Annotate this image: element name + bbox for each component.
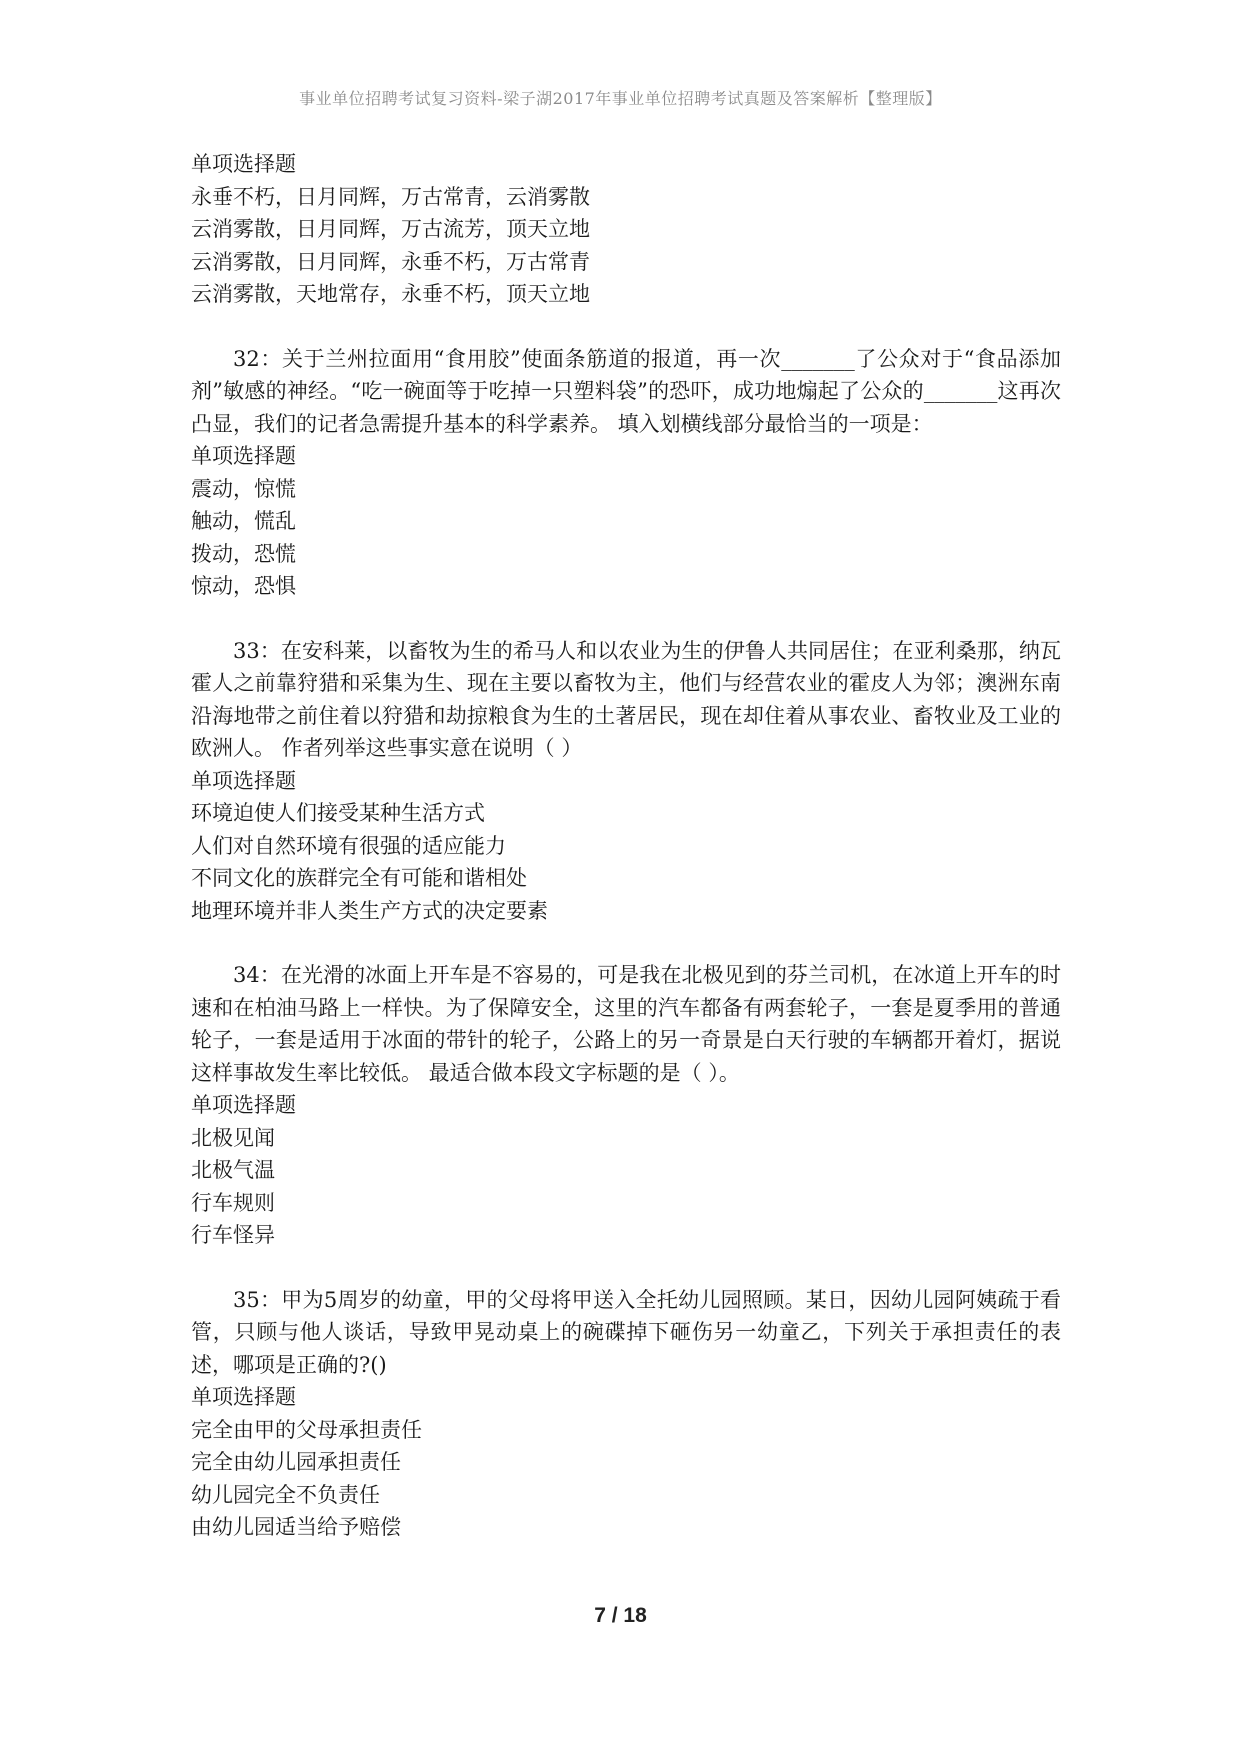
- question-35: [191, 1284, 1061, 1544]
- option: 云消雾散，日月同辉，永垂不朽，万古常青: [191, 249, 590, 274]
- option: 云消雾散，日月同辉，万古流芳，顶天立地: [191, 217, 590, 241]
- option: 完全由甲的父母承担责任: [191, 1417, 422, 1442]
- option: 完全由幼儿园承担责任: [191, 1450, 401, 1474]
- question-text: 33：在安科莱，以畜牧为生的希马人和以农业为生的伊鲁人共同居住；在亚利桑那，纳瓦霍人之前靠狩猎和采集为生、现在主要以畜牧为主，他们与经营农业的霍皮人为邻；澳洲东南沿海地带之前住着以狩猎和劫掠粮食为生的土著居民，现在却住着从事农业、畜牧业及工业的欧洲人。 作者列举这些事实意在说明（ ）: [191, 638, 1061, 760]
- option: 震动，惊慌: [191, 476, 296, 501]
- page-content: [191, 148, 1061, 1544]
- question-text: 35：甲为5周岁的幼童，甲的父母将甲送入全托幼儿园照顾。某日，因幼儿园阿姨疏于看管，只顾与他人谈话，导致甲晃动桌上的碗碟掉下砸伤另一幼童乙，下列关于承担责任的表述，哪项是正确的?(): [191, 1287, 1061, 1377]
- option: 触动，慌乱: [191, 509, 296, 533]
- question-31-tail: [191, 148, 1061, 311]
- option: 拨动，恐慌: [191, 541, 296, 566]
- question-type: 单项选择题: [191, 1093, 296, 1117]
- option: 惊动，恐惧: [191, 574, 296, 598]
- option: 行车规则: [191, 1190, 275, 1215]
- option: 幼儿园完全不负责任: [191, 1482, 380, 1507]
- question-type: 单项选择题: [191, 1385, 296, 1409]
- option: 行车怪异: [191, 1223, 275, 1247]
- question-text: 32：关于兰州拉面用“食用胶”使面条筋道的报道，再一次_______了公众对于“食品添加剂”敏感的神经。“吃一碗面等于吃掉一只塑料袋”的恐吓，成功地煽起了公众的_______这再次凸显，我们的记者急需提升基本的科学素养。 填入划横线部分最恰当的一项是：: [191, 346, 1061, 436]
- question-34: [191, 959, 1061, 1252]
- question-type: 单项选择题: [191, 152, 296, 176]
- question-type: 单项选择题: [191, 768, 296, 793]
- option: 永垂不朽，日月同辉，万古常青，云消雾散: [191, 184, 590, 209]
- option: 人们对自然环境有很强的适应能力: [191, 833, 506, 858]
- option: 地理环境并非人类生产方式的决定要素: [191, 898, 548, 923]
- option: 由幼儿园适当给予赔偿: [191, 1515, 401, 1539]
- question-33: [191, 635, 1061, 928]
- page-number: 7 / 18: [594, 1604, 647, 1627]
- question-32: [191, 343, 1061, 603]
- option: 北极气温: [191, 1158, 275, 1182]
- option: 北极见闻: [191, 1125, 275, 1150]
- option: 不同文化的族群完全有可能和谐相处: [191, 866, 527, 890]
- page-header: 事业单位招聘考试复习资料-梁子湖2017年事业单位招聘考试真题及答案解析【整理版】: [299, 89, 942, 108]
- question-type: 单项选择题: [191, 444, 296, 468]
- question-text: 34：在光滑的冰面上开车是不容易的，可是我在北极见到的芬兰司机，在冰道上开车的时速和在柏油马路上一样快。为了保障安全，这里的汽车都备有两套轮子，一套是夏季用的普通轮子，一套是适用于冰面的带针的轮子，公路上的另一奇景是白天行驶的车辆都开着灯，据说这样事故发生率比较低。 最适合做本段文字标题的是（ ）。: [191, 963, 1061, 1085]
- option: 环境迫使人们接受某种生活方式: [191, 801, 485, 825]
- option: 云消雾散，天地常存，永垂不朽，顶天立地: [191, 282, 590, 306]
